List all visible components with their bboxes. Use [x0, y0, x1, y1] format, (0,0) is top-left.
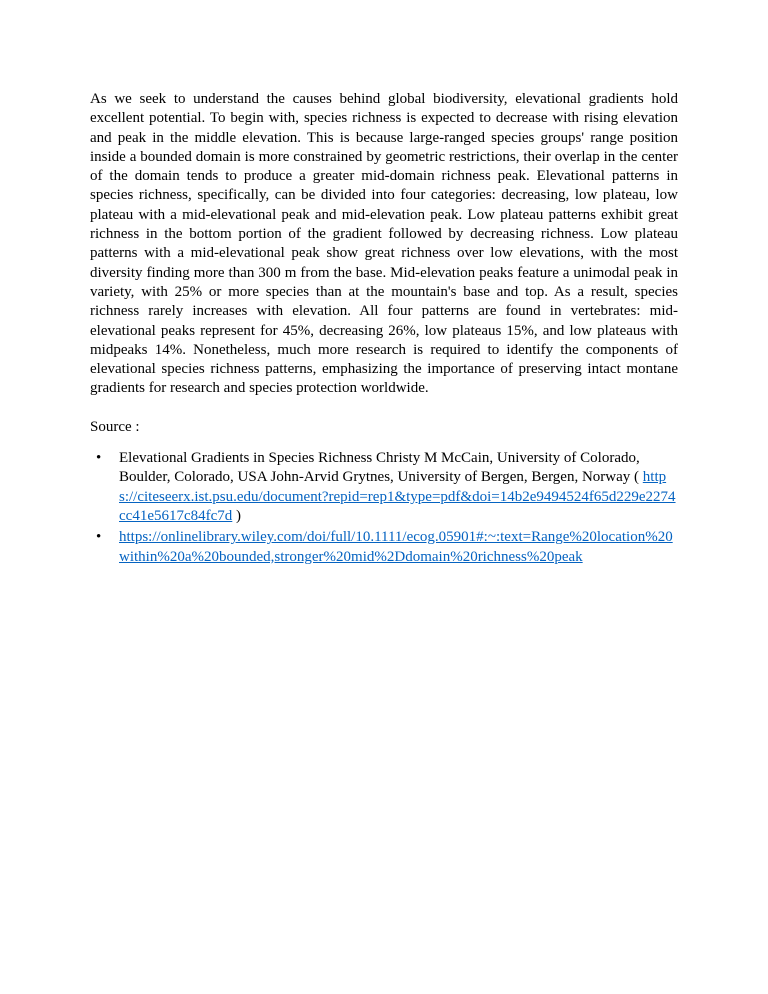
source-list: [90, 449, 678, 567]
citation-text: Elevational Gradients in Species Richness Christy M McCain, University of Colorado, Boulder, Colorado, USA John-Arvid Grytnes, University of Bergen, Bergen, Norway (: [119, 450, 643, 486]
bullet-marker: •: [96, 450, 102, 467]
list-item: [90, 449, 678, 526]
source-label: Source :: [90, 418, 140, 435]
body-paragraph: As we seek to understand the causes behind global biodiversity, elevational gradients hold excellent potential. To begin with, species richness is expected to decrease with rising elevation and peak in the middle elevation. This is because large-ranged species groups' range position inside a bounded domain is more constrained by geometric restrictions, their overlap in the center of the domain tends to produce a greater mid-domain richness peak. Elevational patterns in species richness, specifically, can be divided into four categories: decreasing, low plateau, low plateau with a mid-elevational peak and mid-elevation peak. Low plateau patterns exhibit great richness in the bottom portion of the gradient followed by decreasing richness. Low plateau patterns with a mid-elevational peak show great richness over low elevations, with the most diversity finding more than 300 m from the base. Mid-elevation peaks feature a unimodal peak in variety, with 25% or more species than at the mountain's base and top. As a result, species richness rarely increases with elevation. All four patterns are found in vertebrates: mid-elevational peaks represent for 45%, decreasing 26%, low plateaus 15%, and low plateaus with midpeaks 14%. Nonetheless, much more research is required to identify the components of elevational species richness patterns, emphasizing the importance of preserving intact montane gradients for research and species protection worldwide.: [90, 91, 678, 397]
wiley-link[interactable]: https://onlinelibrary.wiley.com/doi/full/10.1111/ecog.05901#:~:text=Range%20location%20within%20a%20bounded,stronger%20mid%2Ddomain%20richness%20peak: [119, 529, 673, 565]
citeseerx-link[interactable]: https://citeseerx.ist.psu.edu/document?repid=rep1&type=pdf&doi=14b2e9494524f65d229e2274cc41e5617c84fc7d: [119, 469, 676, 524]
citation-text-after: ): [232, 507, 242, 524]
bullet-marker: •: [96, 529, 102, 546]
list-item: [90, 528, 678, 567]
